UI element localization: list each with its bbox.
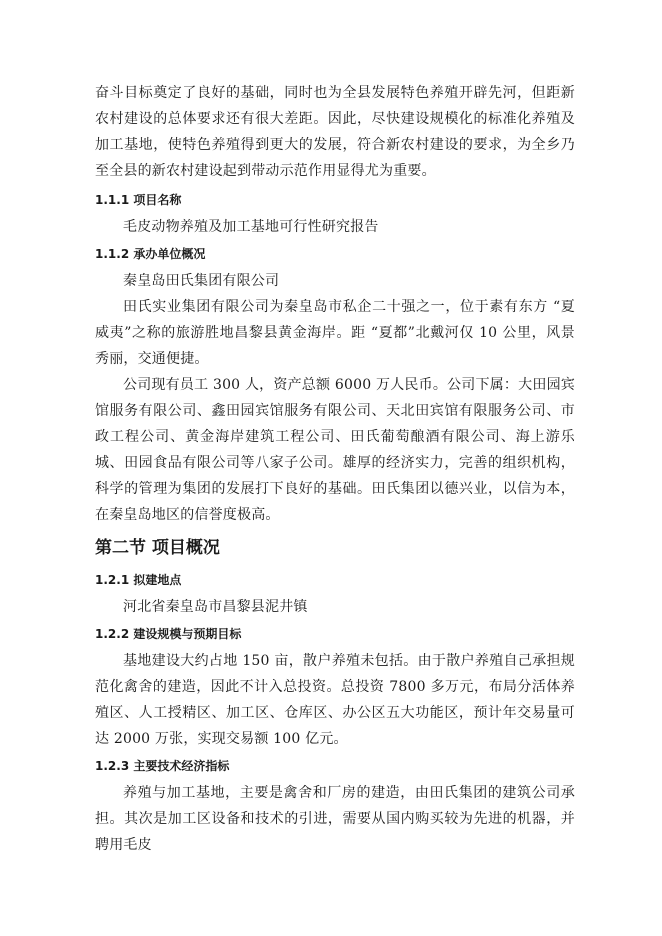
section-heading-1-2-1: 1.2.1 拟建地点: [95, 573, 182, 587]
scale-paragraph: 基地建设大约占地 150 亩，散户养殖未包括。由于散户养殖自己承担规范化禽舍的建造，因此不计入总投资。总投资 7800 多万元，布局分活体养殖区、人工授精区、加工区、仓库区、办公区五大功能区，预计年交易量可达 2000 万张，实现交易额 100 亿元。: [95, 653, 575, 747]
section-two-title: 第二节 项目概况: [95, 538, 220, 558]
location-text: 河北省秦皇岛市昌黎县泥井镇: [123, 599, 308, 615]
indicators-paragraph: 养殖与加工基地，主要是禽舍和厂房的建造，由田氏集团的建筑公司承担。其次是加工区设备和技术的引进，需要从国内购买较为先进的机器，并聘用毛皮: [95, 785, 575, 853]
document-page: [95, 80, 575, 858]
section-heading-1-2-3: 1.2.3 主要技术经济指标: [95, 759, 230, 773]
section-heading-1-1-2: 1.1.2 承办单位概况: [95, 247, 206, 261]
intro-paragraph: 奋斗目标奠定了良好的基础，同时也为全县发展特色养殖开辟先河，但距新农村建设的总体要求还有很大差距。因此，尽快建设规模化的标准化养殖及加工基地，使特色养殖得到更大的发展，符合新农村建设的要求，为全乡乃至全县的新农村建设起到带动示范作用显得尤为重要。: [95, 85, 575, 179]
project-name-text: 毛皮动物养殖及加工基地可行性研究报告: [123, 219, 379, 235]
company-intro-paragraph: 田氏实业集团有限公司为秦皇岛市私企二十强之一，位于素有东方 “夏威夷”之称的旅游胜地昌黎县黄金海岸。距 “夏都”北戴河仅 10 公里，风景秀丽，交通便捷。: [95, 299, 575, 367]
section-heading-1-1-1: 1.1.1 项目名称: [95, 193, 182, 207]
company-name-text: 秦皇岛田氏集团有限公司: [123, 273, 280, 289]
section-heading-1-2-2: 1.2.2 建设规模与预期目标: [95, 627, 242, 641]
company-staff-paragraph: 公司现有员工 300 人，资产总额 6000 万人民币。公司下属：大田园宾馆服务有限公司、鑫田园宾馆服务有限公司、天北田宾馆有限服务公司、市政工程公司、黄金海岸建筑工程公司、田氏葡萄酿酒有限公司、海上游乐城、田园食品有限公司等八家子公司。雄厚的经济实力，完善的组织机构，科学的管理为集团的发展打下良好的基础。田氏集团以德兴业，以信为本，在秦皇岛地区的信誉度极高。: [95, 377, 575, 523]
